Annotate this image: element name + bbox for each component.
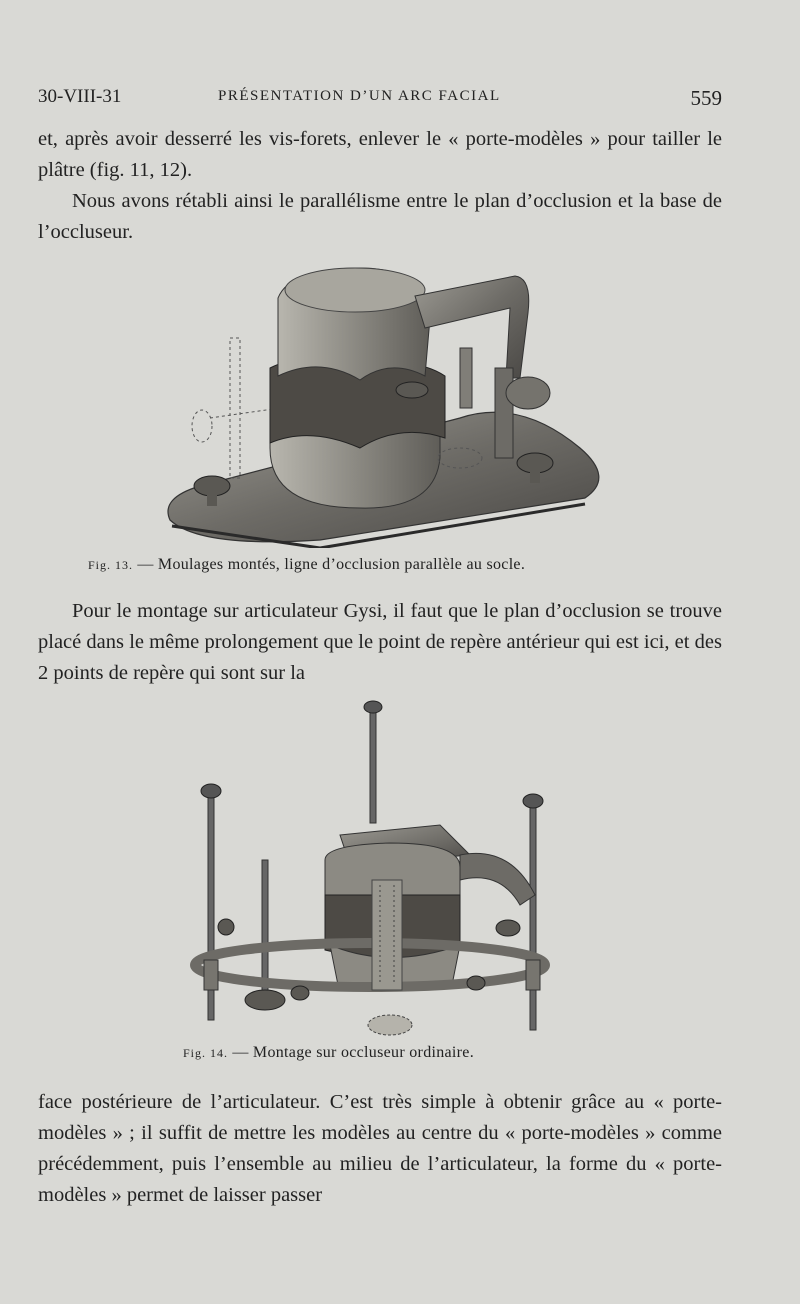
figure-14-caption-text: — Montage sur occluseur ordinaire. (232, 1044, 475, 1061)
paragraph-1: et, après avoir desserré les vis-forets, enlever le « porte-modèles » pour tailler le plâtre (fig. 11, 12). (38, 128, 722, 181)
page-number: 559 (690, 86, 722, 110)
figure-14-caption (183, 1044, 474, 1062)
header-date: 30-VIII-31 (38, 86, 122, 107)
header-title: PRÉSENTATION D’UN ARC FACIAL (218, 88, 501, 104)
paragraph-4: face postérieure de l’articulateur. C’est très simple à obtenir grâce au « porte-modèles » ; il suffit de mettre les modèles au centre du « porte-modèles » comme précédemment, puis l’ensemble au milieu de l’articulateur, la forme du « porte-modèles » permet de laisser passer (38, 1091, 722, 1206)
figure-13-caption-text: — Moulages montés, ligne d’occlusion parallèle au socle. (137, 556, 526, 573)
figure-13-image (160, 258, 610, 548)
figure-14-label: Fig. 14. (183, 1046, 229, 1060)
figure-14-image (190, 695, 560, 1040)
running-header (38, 86, 722, 116)
figure-13-label: Fig. 13. (88, 558, 134, 572)
figure-13-caption (88, 556, 525, 574)
paragraph-2: Nous avons rétabli ainsi le parallélisme entre le plan d’occlusion et la base de l’occluseur. (38, 190, 722, 243)
paragraph-3: Pour le montage sur articulateur Gysi, il faut que le plan d’occlusion se trouve placé dans le même prolongement que le point de repère antérieur qui est ici, et des 2 points de repère qui sont sur la (38, 600, 722, 684)
